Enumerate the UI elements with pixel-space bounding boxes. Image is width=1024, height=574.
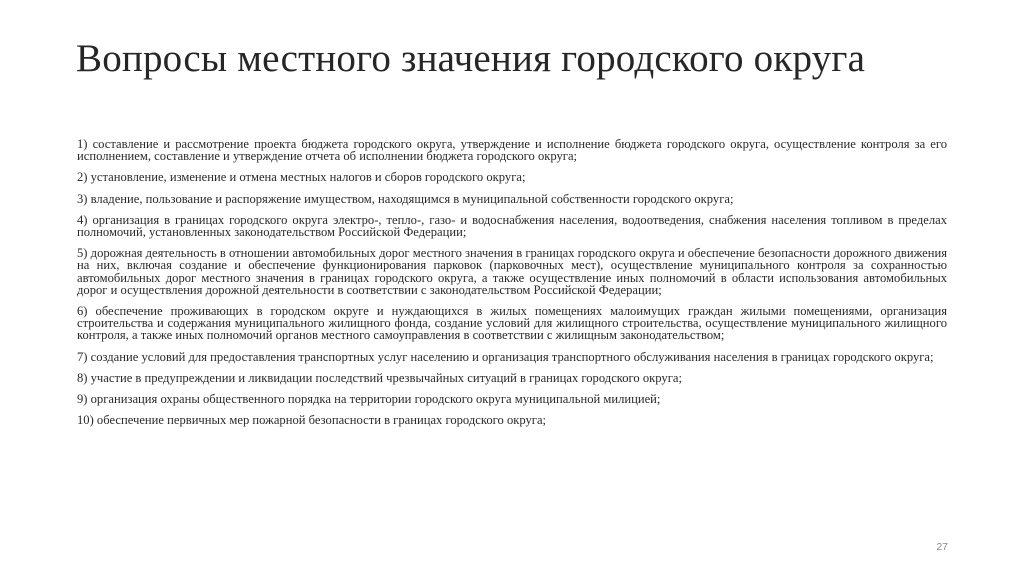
page-number: 27: [936, 541, 948, 553]
list-item: 2) установление, изменение и отмена местных налогов и сборов городского округа;: [77, 170, 526, 185]
list-item: 1) составление и рассмотрение проекта бюджета городского округа, утверждение и исполнение бюджета городского округа, осуществление контроля за его исполнением, составление и утверждение отчета об исполнении бюджета городского округа;: [77, 137, 947, 164]
list-item: 9) организация охраны общественного порядка на территории городского округа муниципальной милицией;: [77, 392, 661, 407]
slide-content: [77, 138, 947, 435]
list-item: 10) обеспечение первичных мер пожарной безопасности в границах городского округа;: [77, 413, 547, 428]
list-item: 8) участие в предупреждении и ликвидации последствий чрезвычайных ситуаций в границах городского округа;: [77, 370, 682, 385]
list-item: 6) обеспечение проживающих в городском округе и нуждающихся в жилых помещениях малоимущих граждан жилыми помещениями, организация строительства и содержания муниципального жилищного фонда, создание условий для жилищного строительства, осуществление муниципального жилищного контроля, а также иных полномочий органов местного самоуправления в соответствии с жилищным законодательством;: [77, 304, 947, 343]
list-item: 5) дорожная деятельность в отношении автомобильных дорог местного значения в границах городского округа и обеспечение безопасности дорожного движения на них, включая создание и обеспечение функционирования парковок (парковочных мест), осуществление муниципального контроля за сохранностью автомобильных дорог местного значения в границах городского округа, а также осуществление иных полномочий в области использования автомобильных дорог и осуществления дорожной деятельности в соответствии с законодательством Российской Федерации;: [77, 246, 947, 297]
list-item: 7) создание условий для предоставления транспортных услуг населению и организация транспортного обслуживания населения в границах городского округа;: [77, 349, 934, 364]
list-item: 3) владение, пользование и распоряжение имуществом, находящимся в муниципальной собственности городского округа;: [77, 191, 734, 206]
list-item: 4) организация в границах городского округа электро-, тепло-, газо- и водоснабжения населения, водоотведения, снабжения населения топливом в пределах полномочий, установленных законодательством Российской Федерации;: [77, 212, 947, 240]
slide-title: Вопросы местного значения городского округа: [76, 37, 866, 80]
